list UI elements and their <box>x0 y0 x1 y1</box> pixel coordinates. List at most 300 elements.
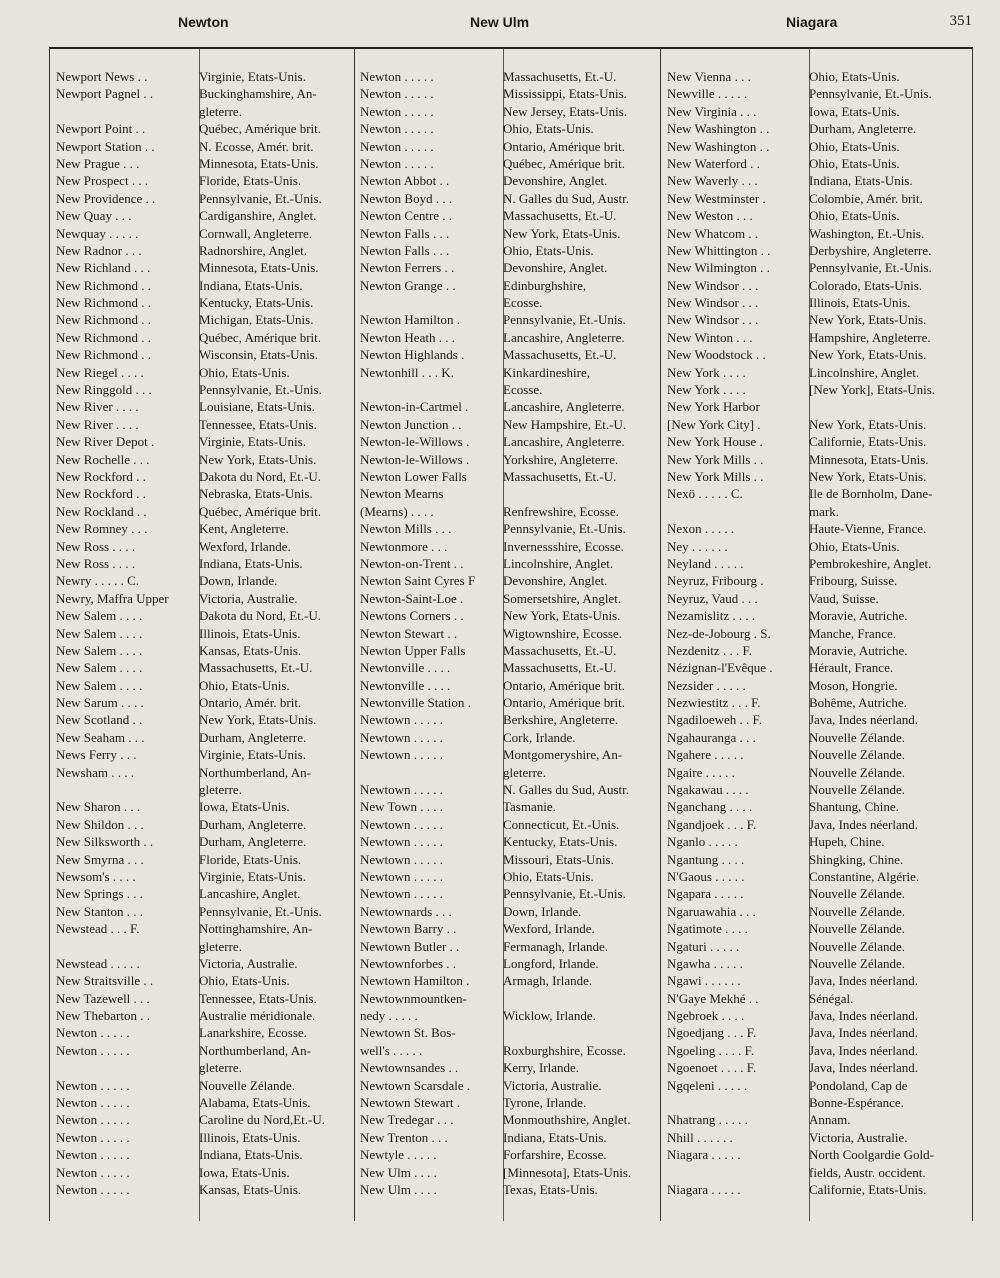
place-name: Newton . . . . . <box>56 1182 130 1197</box>
place-location: Radnorshire, Anglet. <box>199 242 307 258</box>
entry-row <box>56 451 352 468</box>
entry-row <box>360 1146 658 1163</box>
place-name: Newtown . . . . . <box>360 834 444 850</box>
place-location: Alabama, Etats-Unis. <box>199 1095 311 1111</box>
place-location: Victoria, Australie. <box>503 1077 602 1093</box>
entry-row <box>56 1146 352 1163</box>
entry-row <box>360 329 658 346</box>
place-name: New Sharon . . . <box>56 799 141 815</box>
place-location: Bonne-Espérance. <box>809 1095 904 1111</box>
place-name: Newton . . . . . <box>360 155 434 171</box>
place-location: Northumberland, An- <box>199 1042 311 1058</box>
place-name: Newquay . . . . . <box>56 225 139 241</box>
place-name: Newtons Corners . . <box>360 608 464 624</box>
place-name: New Salem . . . . <box>56 608 143 624</box>
place-location: Wexford, Irlande. <box>199 538 291 554</box>
place-location: Iowa, Etats-Unis. <box>199 799 290 815</box>
entry-row <box>667 764 967 781</box>
entry-row <box>360 346 658 363</box>
entry-row <box>56 138 352 155</box>
place-location: Yorkshire, Angleterre. <box>503 451 619 467</box>
place-location: Haute-Vienne, France. <box>809 521 927 537</box>
place-location: Pennsylvanie, Et.-Unis. <box>503 521 626 537</box>
entry-row <box>667 242 967 259</box>
place-name: New Richmond . . <box>56 277 151 293</box>
entry-row <box>360 816 658 833</box>
place-name: Ngapara . . . . . <box>667 886 744 902</box>
place-name: Newstead . . . . . <box>56 955 140 971</box>
place-name: Newtonmore . . . <box>360 538 448 554</box>
entry-row <box>667 485 967 502</box>
place-location <box>809 398 967 415</box>
place-name: Ngakawau . . . . <box>667 782 749 798</box>
entry-row <box>667 694 967 711</box>
entry-row <box>360 642 658 659</box>
entry-row <box>56 555 352 572</box>
entry-row <box>56 694 352 711</box>
entry-row <box>360 607 658 624</box>
place-location: Victoria, Australie. <box>199 955 298 971</box>
place-location: Tennessee, Etats-Unis. <box>199 416 317 432</box>
place-name: New Winton . . . <box>667 329 753 345</box>
place-name: New Trenton . . . <box>360 1129 448 1145</box>
place-location: Pennsylvanie, Et.-Unis. <box>199 382 322 398</box>
place-location: Devonshire, Anglet. <box>503 573 608 589</box>
place-name <box>360 381 503 398</box>
entry-row <box>360 277 658 294</box>
place-name: Ngandjoek . . . F. <box>667 816 757 832</box>
entry-row <box>56 868 352 885</box>
entry-row <box>360 990 658 1007</box>
entry-row <box>56 851 352 868</box>
place-name: (Mearns) . . . . <box>360 503 434 519</box>
place-name: Newtownforbes . . <box>360 955 457 971</box>
entry-row <box>667 955 967 972</box>
place-name: Ngadiloeweh . . F. <box>667 712 762 728</box>
place-location: Ohio, Etats-Unis. <box>199 677 290 693</box>
place-name: Newton Centre . . <box>360 208 453 224</box>
place-location: Minnesota, Etats-Unis. <box>809 451 929 467</box>
entry-row <box>667 555 967 572</box>
entry-row <box>56 1094 352 1111</box>
entry-row <box>360 1077 658 1094</box>
entry-row <box>360 538 658 555</box>
place-name: Newton Saint Cyres F <box>360 573 476 589</box>
place-name: Newtonville . . . . <box>360 660 451 676</box>
entry-row <box>360 781 658 798</box>
entry-row <box>360 590 658 607</box>
entry-row <box>667 277 967 294</box>
place-location: Hupeh, Chine. <box>809 834 885 850</box>
entry-row <box>667 1007 967 1024</box>
place-name: Newton Heath . . . <box>360 329 455 345</box>
entry-row <box>360 225 658 242</box>
place-name: Newport Pagnel . . <box>56 86 154 102</box>
place-location: Ontario, Amérique brit. <box>503 138 626 154</box>
place-name: Newton Mills . . . <box>360 521 452 537</box>
place-location <box>503 990 658 1007</box>
place-location: Somersetshire, Anglet. <box>503 590 622 606</box>
entry-row <box>360 485 658 502</box>
place-name: Newtown . . . . . <box>360 886 444 902</box>
place-name: Newton Grange . . <box>360 277 456 293</box>
entry-row <box>667 938 967 955</box>
entry-row <box>667 433 967 450</box>
place-name: Newton . . . . . <box>360 121 434 137</box>
place-location: Ecosse. <box>503 382 543 398</box>
place-name: Newsham . . . . <box>56 764 134 780</box>
place-location: Wigtownshire, Ecosse. <box>503 625 622 641</box>
entry-row <box>56 607 352 624</box>
place-name: New Rockford . . <box>56 486 146 502</box>
entry-row <box>360 1024 658 1041</box>
column-divider <box>660 49 661 1221</box>
entry-row <box>56 990 352 1007</box>
place-name: New York Harbor <box>667 399 760 415</box>
entry-row <box>56 225 352 242</box>
entry-row <box>56 816 352 833</box>
entry-row <box>360 1094 658 1111</box>
entry-row <box>360 1042 658 1059</box>
place-name: Nganlo . . . . . <box>667 834 738 850</box>
entry-row <box>56 190 352 207</box>
place-name <box>360 294 503 311</box>
place-location: Massachusetts, Et.-U. <box>199 660 313 676</box>
entry-row <box>56 155 352 172</box>
place-name <box>56 781 199 798</box>
place-location: Fermanagh, Irlande. <box>503 938 609 954</box>
place-location: Mississippi, Etats-Unis. <box>503 86 627 102</box>
place-location: Colombie, Amér. brit. <box>809 190 923 206</box>
place-location: Manche, France. <box>809 625 896 641</box>
entry-row <box>667 1111 967 1128</box>
place-name: Ngahere . . . . . <box>667 747 744 763</box>
place-name: New York . . . . <box>667 382 746 398</box>
entry-row <box>56 207 352 224</box>
place-name: Newton Ferrers . . <box>360 260 455 276</box>
place-name: Newtown Stewart . <box>360 1095 461 1111</box>
place-name: New Ringgold . . . <box>56 382 152 398</box>
place-name: Ngantung . . . . <box>667 851 745 867</box>
place-location: Floride, Etats-Unis. <box>199 173 302 189</box>
place-name: Newton . . . . . <box>56 1042 130 1058</box>
place-location: [New York], Etats-Unis. <box>809 382 936 398</box>
entry-row <box>360 625 658 642</box>
entry-row <box>667 572 967 589</box>
entry-row <box>667 833 967 850</box>
entry-row <box>360 294 658 311</box>
place-location: Indiana, Etats-Unis. <box>199 277 303 293</box>
place-location: Kinkardineshire, <box>503 364 591 380</box>
entry-row <box>360 155 658 172</box>
place-location: Nouvelle Zélande. <box>809 782 906 798</box>
place-location: Ohio, Etats-Unis. <box>199 973 290 989</box>
place-name: Ngebroek . . . . <box>667 1008 745 1024</box>
place-name: Ngawi . . . . . . <box>667 973 741 989</box>
place-name: Newton Hamilton . <box>360 312 461 328</box>
place-name: Newtown . . . . . <box>360 851 444 867</box>
page-number: 351 <box>949 13 972 29</box>
entry-row <box>360 1059 658 1076</box>
entry-row <box>360 920 658 937</box>
place-name: Newton . . . . . <box>360 138 434 154</box>
place-name: New Tredegar . . . <box>360 1112 454 1128</box>
entry-row <box>360 451 658 468</box>
place-location: Ontario, Amérique brit. <box>503 677 626 693</box>
place-location: Lancashire, Angleterre. <box>503 434 625 450</box>
place-location: Illinois, Etats-Unis. <box>809 295 911 311</box>
entry-row <box>667 398 967 415</box>
place-location: Bohême, Autriche. <box>809 695 907 711</box>
place-location: Berkshire, Angleterre. <box>503 712 619 728</box>
entry-row <box>56 68 352 85</box>
place-name <box>667 1094 809 1111</box>
place-name: New Windsor . . . <box>667 295 759 311</box>
place-location: New York, Etats-Unis. <box>809 312 927 328</box>
place-name: New Thebarton . . <box>56 1008 150 1024</box>
entry-row <box>360 520 658 537</box>
place-location: Victoria, Australie. <box>199 590 298 606</box>
place-name: Ngoeling . . . . F. <box>667 1042 755 1058</box>
place-location: Indiana, Etats-Unis. <box>809 173 913 189</box>
place-name: New Washington . . <box>667 138 770 154</box>
entry-row <box>667 711 967 728</box>
entry-row <box>56 711 352 728</box>
entry-row <box>56 259 352 276</box>
place-name: New Waverly . . . <box>667 173 758 189</box>
place-location: Victoria, Australie. <box>809 1129 908 1145</box>
place-location: Ohio, Etats-Unis. <box>503 242 594 258</box>
place-name: Nézignan-l'Evêque . <box>667 660 773 676</box>
entry-row <box>667 190 967 207</box>
entry-row <box>360 972 658 989</box>
place-name: New Radnor . . . <box>56 242 142 258</box>
place-location: Shingking, Chine. <box>809 851 904 867</box>
entry-row <box>56 1059 352 1076</box>
place-location: Fribourg, Suisse. <box>809 573 898 589</box>
place-location: Louisiane, Etats-Unis. <box>199 399 315 415</box>
place-name: New York House . <box>667 434 763 450</box>
column-divider <box>354 49 355 1221</box>
entry-row <box>360 955 658 972</box>
place-name: Ngaturi . . . . . <box>667 938 740 954</box>
place-name: New Whatcom . . <box>667 225 759 241</box>
place-location: New Hampshire, Et.-U. <box>503 416 627 432</box>
place-location: N. Galles du Sud, Austr. <box>503 190 630 206</box>
place-name: New Whittington . . <box>667 242 771 258</box>
place-location: Floride, Etats-Unis. <box>199 851 302 867</box>
place-name: Newton Mearns <box>360 486 444 502</box>
place-location: Australie méridionale. <box>199 1008 316 1024</box>
place-location: Ohio, Etats-Unis. <box>809 138 900 154</box>
entry-row <box>360 764 658 781</box>
place-name: New Tazewell . . . <box>56 990 150 1006</box>
place-location: Caroline du Nord,Et.-U. <box>199 1112 326 1128</box>
entry-row <box>667 781 967 798</box>
entry-row <box>667 677 967 694</box>
place-location: Durham, Angleterre. <box>199 816 307 832</box>
place-location: Nouvelle Zélande. <box>809 747 906 763</box>
place-name: New Sarum . . . . <box>56 695 144 711</box>
place-name: Neyland . . . . . <box>667 555 744 571</box>
place-name: New Salem . . . . <box>56 625 143 641</box>
place-name: Newton-le-Willows . <box>360 451 470 467</box>
entry-row <box>56 398 352 415</box>
place-name: New Woodstock . . <box>667 347 766 363</box>
place-name: New Smyrna . . . <box>56 851 144 867</box>
entry-row <box>667 920 967 937</box>
entry-row <box>56 85 352 102</box>
place-name: Newtown Hamilton . <box>360 973 470 989</box>
place-location: Pennsylvanie, Et.-Unis. <box>503 886 626 902</box>
place-name: Newton . . . . . <box>56 1077 130 1093</box>
place-name <box>56 1059 199 1076</box>
place-name: Newtonville Station . <box>360 695 471 711</box>
place-name: Newton . . . . . <box>360 103 434 119</box>
entry-row <box>360 1129 658 1146</box>
entry-row <box>667 885 967 902</box>
place-location: Massachusetts, Et.-U. <box>503 660 617 676</box>
place-name: nedy . . . . . <box>360 1008 418 1024</box>
entry-row <box>667 381 967 398</box>
entry-row <box>56 659 352 676</box>
entry-row <box>360 503 658 520</box>
place-location: Java, Indes néerland. <box>809 712 919 728</box>
place-location: Monmouthshire, Anglet. <box>503 1112 631 1128</box>
place-location: Java, Indes néerland. <box>809 973 919 989</box>
place-location: Nouvelle Zélande. <box>809 903 906 919</box>
place-location: gleterre. <box>503 764 546 780</box>
place-name: New Salem . . . . <box>56 660 143 676</box>
place-location: Wicklow, Irlande. <box>503 1008 596 1024</box>
place-location: Massachusetts, Et.-U. <box>503 208 617 224</box>
place-name: Newtown Scarsdale . <box>360 1077 471 1093</box>
place-name: New Straitsville . . <box>56 973 154 989</box>
entry-row <box>360 833 658 850</box>
place-location: Ohio, Etats-Unis. <box>503 121 594 137</box>
place-location: Vaud, Suisse. <box>809 590 879 606</box>
entry-row <box>667 294 967 311</box>
place-location: Virginie, Etats-Unis. <box>199 434 306 450</box>
place-name: N'Gaye Mekhé . . <box>667 990 759 1006</box>
entry-row <box>360 572 658 589</box>
place-location: Kentucky, Etats-Unis. <box>503 834 618 850</box>
entry-row <box>667 364 967 381</box>
place-name: Newry, Maffra Upper <box>56 590 169 606</box>
place-location: Minnesota, Etats-Unis. <box>199 260 319 276</box>
entry-row <box>56 503 352 520</box>
entry-row <box>667 416 967 433</box>
entry-row <box>360 207 658 224</box>
place-location: Moravie, Autriche. <box>809 608 908 624</box>
place-name: Newton Falls . . . <box>360 225 450 241</box>
place-name: New Wilmington . . <box>667 260 770 276</box>
entry-row <box>56 903 352 920</box>
place-name <box>667 1164 809 1181</box>
place-name: News Ferry . . . <box>56 747 137 763</box>
place-location <box>503 1024 658 1041</box>
place-name: Newport Point . . <box>56 121 146 137</box>
entry-row <box>360 259 658 276</box>
place-name: New River Depot . <box>56 434 155 450</box>
entry-row <box>360 903 658 920</box>
place-name: Nezamislitz . . . . <box>667 608 756 624</box>
entry-row <box>667 311 967 328</box>
place-name: New Richmond . . <box>56 347 151 363</box>
entry-row <box>667 1024 967 1041</box>
place-name: New Stanton . . . <box>56 903 144 919</box>
place-name: well's . . . . . <box>360 1042 423 1058</box>
entry-row <box>56 538 352 555</box>
running-head-right: Niagara <box>786 14 838 30</box>
place-location: Pennsylvanie, Et.-Unis. <box>809 86 932 102</box>
entry-row <box>56 416 352 433</box>
place-location: Kentucky, Etats-Unis. <box>199 295 314 311</box>
place-name: New Springs . . . <box>56 886 144 902</box>
place-name: Newtonhill . . . K. <box>360 364 454 380</box>
entry-row <box>360 468 658 485</box>
place-location: Ohio, Etats-Unis. <box>199 364 290 380</box>
place-name: Newton Highlands . <box>360 347 465 363</box>
entry-row <box>667 868 967 885</box>
place-name: Newton Upper Falls <box>360 642 466 658</box>
place-location: Missouri, Etats-Unis. <box>503 851 614 867</box>
place-location: Pennsylvanie, Et.-Unis. <box>199 903 322 919</box>
entry-row <box>56 590 352 607</box>
entry-row <box>667 1129 967 1146</box>
place-name: Nexon . . . . . <box>667 521 735 537</box>
place-name: New Rochelle . . . <box>56 451 150 467</box>
entry-row <box>360 851 658 868</box>
place-name: Newton . . . . . <box>360 69 434 84</box>
place-location: gleterre. <box>199 782 242 798</box>
place-location: Nouvelle Zélande. <box>809 886 906 902</box>
place-name: Ngatimote . . . . <box>667 921 748 937</box>
place-name: New Quay . . . <box>56 208 132 224</box>
entry-row <box>360 885 658 902</box>
entry-row <box>360 555 658 572</box>
entry-row <box>360 729 658 746</box>
place-location: New York, Etats-Unis. <box>503 225 621 241</box>
place-location: Java, Indes néerland. <box>809 1042 919 1058</box>
place-location: New York, Etats-Unis. <box>199 712 317 728</box>
place-name: Newville . . . . . <box>667 86 748 102</box>
entry-row <box>56 746 352 763</box>
place-location: Pondoland, Cap de <box>809 1077 908 1093</box>
place-location: Ohio, Etats-Unis. <box>503 868 594 884</box>
place-location: Down, Irlande. <box>503 903 582 919</box>
place-name: New Salem . . . . <box>56 642 143 658</box>
place-location: Ile de Bornholm, Dane- <box>809 486 933 502</box>
place-location: Roxburghshire, Ecosse. <box>503 1042 626 1058</box>
place-location: Kansas, Etats-Unis. <box>199 642 302 658</box>
entry-row <box>667 1077 967 1094</box>
place-name: Nezwiestitz . . . F. <box>667 695 761 711</box>
entry-row <box>56 920 352 937</box>
place-name: Newsom's . . . . <box>56 868 136 884</box>
place-location: Ecosse. <box>503 295 543 311</box>
entry-row <box>56 311 352 328</box>
place-location: gleterre. <box>199 1060 242 1076</box>
entry-row <box>56 1181 352 1198</box>
place-location: fields, Austr. occident. <box>809 1164 926 1180</box>
place-location: Minnesota, Etats-Unis. <box>199 155 319 171</box>
place-location: Hérault, France. <box>809 660 894 676</box>
place-location: Nouvelle Zélande. <box>809 764 906 780</box>
entry-row <box>667 972 967 989</box>
place-location: N. Galles du Sud, Austr. <box>503 782 630 798</box>
place-location: Kansas, Etats-Unis. <box>199 1182 302 1197</box>
